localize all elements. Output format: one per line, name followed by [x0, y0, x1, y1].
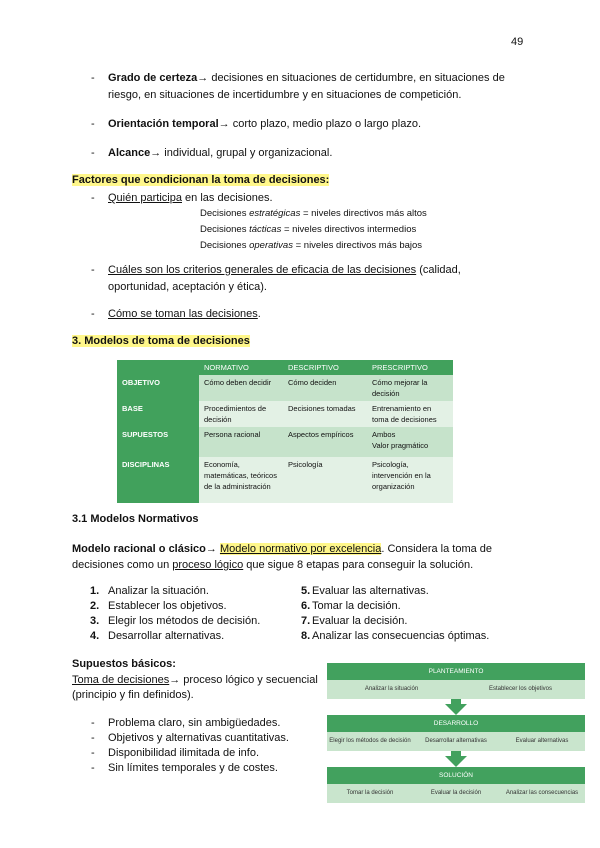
- page-number: 49: [511, 36, 524, 48]
- stage-step: Evaluar la decisión: [430, 790, 482, 796]
- bullet-dash: -: [91, 72, 95, 84]
- table-row: [117, 401, 453, 427]
- table-header-cell: DESCRIPTIVO: [283, 360, 367, 375]
- bullet-grado-certeza: [91, 70, 521, 104]
- steps-left-column: [90, 584, 260, 644]
- bullet-como: - Cómo se toman las decisiones.: [91, 306, 521, 323]
- bullet-text: → corto plazo, medio plazo o largo plazo.: [218, 118, 422, 130]
- process-diagram: [327, 663, 585, 803]
- toma-decisiones-link: Toma de decisiones: [72, 674, 170, 686]
- stage-desarrollo: [327, 715, 585, 751]
- stage-step: Desarrollar alternativas: [425, 738, 487, 744]
- table-cell: Procedimientos de decisión: [199, 401, 283, 427]
- table-cell: Cómo mejorar la decisión: [367, 375, 453, 401]
- list-item: - Problema claro, sin ambigüedades.: [91, 717, 281, 729]
- modelo-term: Modelo racional o clásico: [72, 543, 206, 555]
- table-row-header: OBJETIVO: [117, 375, 199, 401]
- stage-title: DESARROLLO: [327, 715, 585, 732]
- table-cell: Psicología, intervención en la organización: [367, 457, 453, 503]
- stage-steps: [327, 732, 585, 751]
- table-row: [117, 457, 453, 503]
- bullet-criterios: - Cuáles son los criterios generales de eficacia de las decisiones (calidad, oportunidad, aceptación y ética).: [91, 264, 461, 293]
- level-operativas: Decisiones operativas = niveles directivos más bajos: [200, 240, 423, 251]
- stage-step: Evaluar alternativas: [515, 738, 569, 744]
- table-cell: Aspectos empíricos: [283, 427, 367, 457]
- table-header-cell: PRESCRIPTIVO: [367, 360, 453, 375]
- supuestos-list: [91, 716, 321, 776]
- models-table: [117, 360, 453, 503]
- stage-step: Establecer los objetivos: [488, 686, 553, 692]
- bullet-dash: -: [91, 147, 95, 159]
- bullet-quien: - Quién participa en las decisiones.: [91, 190, 521, 207]
- level-tacticas: Decisiones tácticas = niveles directivos intermedios: [200, 224, 417, 235]
- step-item: 8. Analizar las consecuencias óptimas.: [301, 630, 490, 642]
- bullet-dash: -: [91, 192, 95, 204]
- stage-step: Analizar la situación: [364, 686, 419, 692]
- level-estrategicas: Decisiones estratégicas = niveles directivos más altos: [200, 208, 427, 219]
- table-cell: Cómo deben decidir: [199, 375, 283, 401]
- table-cell: Cómo deciden: [283, 375, 367, 401]
- stage-step: Analizar las consecuencias: [505, 790, 579, 796]
- supuestos-intro: Toma de decisiones→ proceso lógico y secuencial (principio y fin definidos).: [72, 674, 318, 701]
- factores-heading: Factores que condicionan la toma de decisiones:: [72, 174, 330, 186]
- stage-step: Elegir los métodos de decisión: [329, 738, 411, 744]
- table-row: [117, 375, 453, 401]
- step-item: 3. Elegir los métodos de decisión.: [90, 615, 261, 627]
- table-row-header: BASE: [117, 401, 199, 427]
- stage-steps: [327, 784, 585, 803]
- step-item: 4. Desarrollar alternativas.: [90, 630, 225, 642]
- table-cell: Economía, matemáticas, teóricos de la administración: [199, 457, 283, 503]
- bullet-dash: -: [91, 118, 95, 130]
- bullet-term: Orientación temporal: [108, 118, 219, 130]
- stage-step: Tomar la decisión: [346, 790, 394, 796]
- bullet-dash: -: [91, 264, 95, 276]
- section-31-heading: 3.1 Modelos Normativos: [72, 513, 199, 525]
- table-row-header: SUPUESTOS: [117, 427, 199, 457]
- criterios-link: Cuáles son los criterios generales de eficacia de las decisiones: [108, 264, 417, 276]
- bullet-text: → decisiones en situaciones de certidumbre, en situaciones de riesgo, en situaciones de incertidumbre y en situaciones de competición.: [108, 72, 505, 101]
- step-item: 6. Tomar la decisión.: [301, 600, 401, 612]
- como-link: Cómo se toman las decisiones: [108, 308, 258, 320]
- stage-solucion: [327, 767, 585, 803]
- table-cell: Entrenamiento en toma de decisiones: [367, 401, 453, 427]
- stage-steps: [327, 680, 585, 699]
- modelo-normativo-link: Modelo normativo por excelencia: [219, 543, 382, 555]
- bullet-orientacion: [91, 116, 521, 133]
- list-item: - Disponibilidad ilimitada de info.: [91, 747, 260, 759]
- table-cell: Psicología: [283, 457, 367, 503]
- bullet-dash: -: [91, 308, 95, 320]
- step-item: 5. Evaluar las alternativas.: [301, 585, 429, 597]
- table-header-cell: [117, 360, 199, 375]
- step-item: 2. Establecer los objetivos.: [90, 600, 227, 612]
- section-3-heading: 3. Modelos de toma de decisiones: [72, 335, 250, 347]
- stage-title: SOLUCIÓN: [327, 767, 585, 784]
- steps-right-column: [301, 584, 489, 644]
- step-item: 7. Evaluar la decisión.: [301, 615, 408, 627]
- bullet-term: Grado de certeza: [108, 72, 198, 84]
- modelo-racional-paragraph: Modelo racional o clásico→ Modelo normativo por excelencia. Considera la toma de decisiones como un proceso lógico que sigue 8 etapas para conseguir la solución.: [72, 543, 493, 571]
- list-item: - Sin límites temporales y de costes.: [91, 762, 278, 774]
- table-cell: Persona racional: [199, 427, 283, 457]
- table-header-row: [117, 360, 453, 375]
- list-item: - Objetivos y alternativas cuantitativas.: [91, 732, 289, 744]
- decision-levels: [200, 206, 427, 254]
- table-cell: Decisiones tomadas: [283, 401, 367, 427]
- proceso-logico-link: proceso lógico: [172, 559, 244, 571]
- down-arrow-icon: [327, 751, 585, 767]
- table-cell: Ambos Valor pragmático: [367, 427, 453, 457]
- stage-planteamiento: [327, 663, 585, 699]
- table-row: [117, 427, 453, 457]
- down-arrow-icon: [327, 699, 585, 715]
- supuestos-heading: Supuestos básicos:: [72, 658, 176, 670]
- step-item: 1. Analizar la situación.: [90, 585, 209, 597]
- bullet-text: → individual, grupal y organizacional.: [150, 147, 333, 159]
- stage-title: PLANTEAMIENTO: [327, 663, 585, 680]
- bullet-term: Alcance: [108, 147, 151, 159]
- quien-link: Quién participa: [108, 192, 182, 204]
- bullet-alcance: [91, 145, 521, 162]
- table-row-header: DISCIPLINAS: [117, 457, 199, 503]
- table-header-cell: NORMATIVO: [199, 360, 283, 375]
